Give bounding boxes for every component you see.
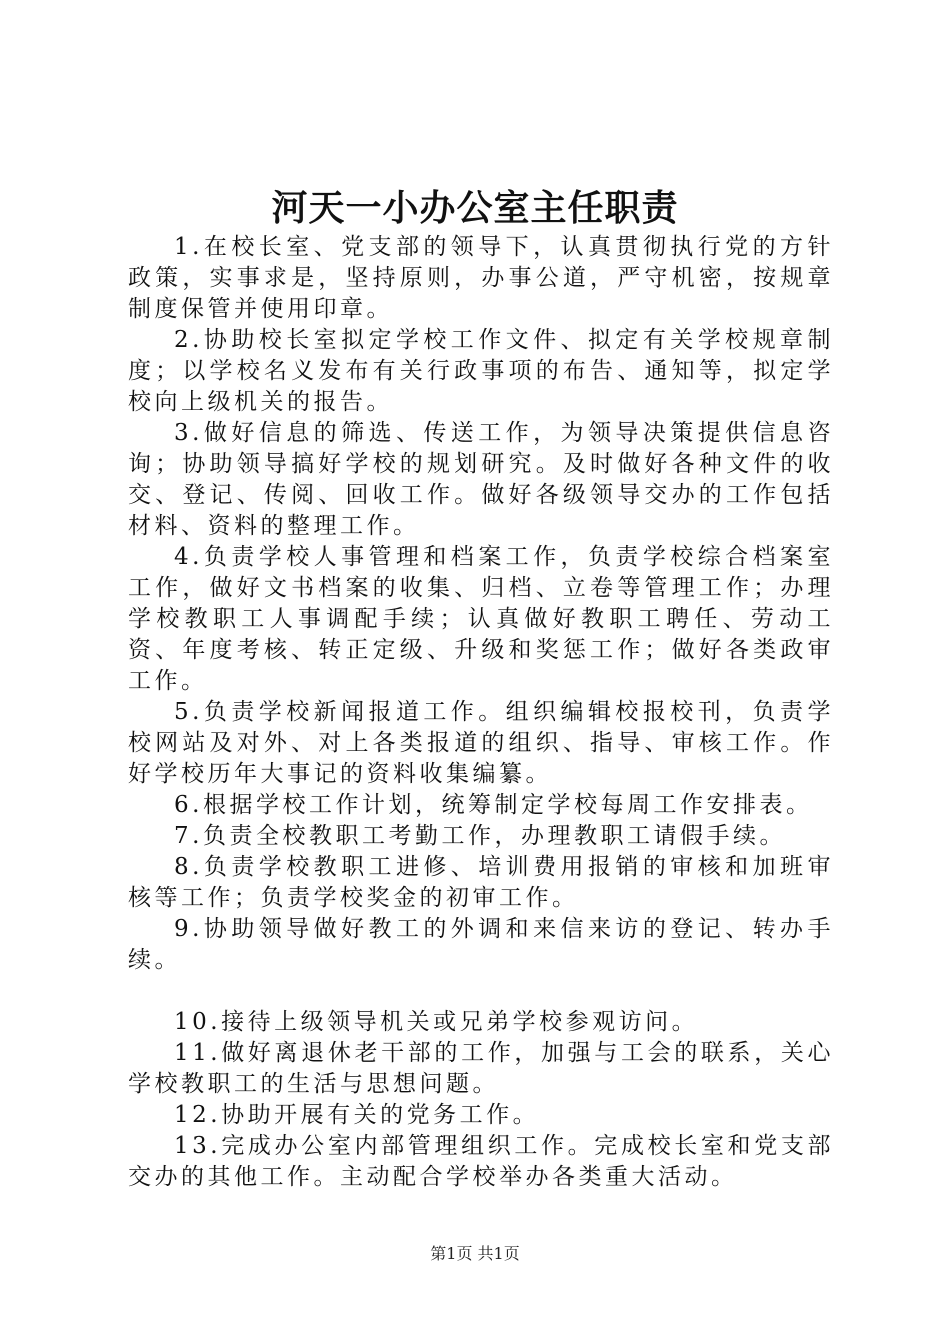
document-body <box>128 232 834 1193</box>
paragraph-4: 4.负责学校人事管理和档案工作，负责学校综合档案室工作，做好文书档案的收集、归档、立卷等管理工作；办理学校教职工人事调配手续；认真做好教职工聘任、劳动工资、年度考核、转正定级、升级和奖惩工作；做好各类政审工作。 <box>128 544 834 694</box>
page-footer: 第1页 共1页 <box>430 1244 520 1263</box>
paragraph-5: 5.负责学校新闻报道工作。组织编辑校报校刊，负责学校网站及对外、对上各类报道的组织、指导、审核工作。作好学校历年大事记的资料收集编纂。 <box>128 699 834 787</box>
paragraph-13: 13.完成办公室内部管理组织工作。完成校长室和党支部交办的其他工作。主动配合学校举办各类重大活动。 <box>128 1133 834 1190</box>
document-title: 河天一小办公室主任职责 <box>271 187 679 229</box>
paragraph-1: 1.在校长室、党支部的领导下，认真贯彻执行党的方针政策，实事求是，坚持原则，办事公道，严守机密，按规章制度保管并使用印章。 <box>128 234 834 322</box>
paragraph-8: 8.负责学校教职工进修、培训费用报销的审核和加班审核等工作；负责学校奖金的初审工作。 <box>128 854 834 911</box>
paragraph-3: 3.做好信息的筛选、传送工作，为领导决策提供信息咨询；协助领导搞好学校的规划研究。及时做好各种文件的收交、登记、传阅、回收工作。做好各级领导交办的工作包括材料、资料的整理工作。 <box>128 420 834 539</box>
paragraph-12: 12.协助开展有关的党务工作。 <box>174 1102 540 1128</box>
paragraph-6: 6.根据学校工作计划，统筹制定学校每周工作安排表。 <box>174 792 813 818</box>
paragraph-10: 10.接待上级领导机关或兄弟学校参观访问。 <box>174 1009 699 1035</box>
paragraph-2: 2.协助校长室拟定学校工作文件、拟定有关学校规章制度；以学校名义发布有关行政事项的布告、通知等，拟定学校向上级机关的报告。 <box>128 327 834 415</box>
paragraph-7: 7.负责全校教职工考勤工作，办理教职工请假手续。 <box>174 823 786 849</box>
paragraph-9: 9.协助领导做好教工的外调和来信来访的登记、转办手续。 <box>128 916 834 973</box>
paragraph-11: 11.做好离退休老干部的工作，加强与工会的联系，关心学校教职工的生活与思想问题。 <box>128 1040 834 1097</box>
